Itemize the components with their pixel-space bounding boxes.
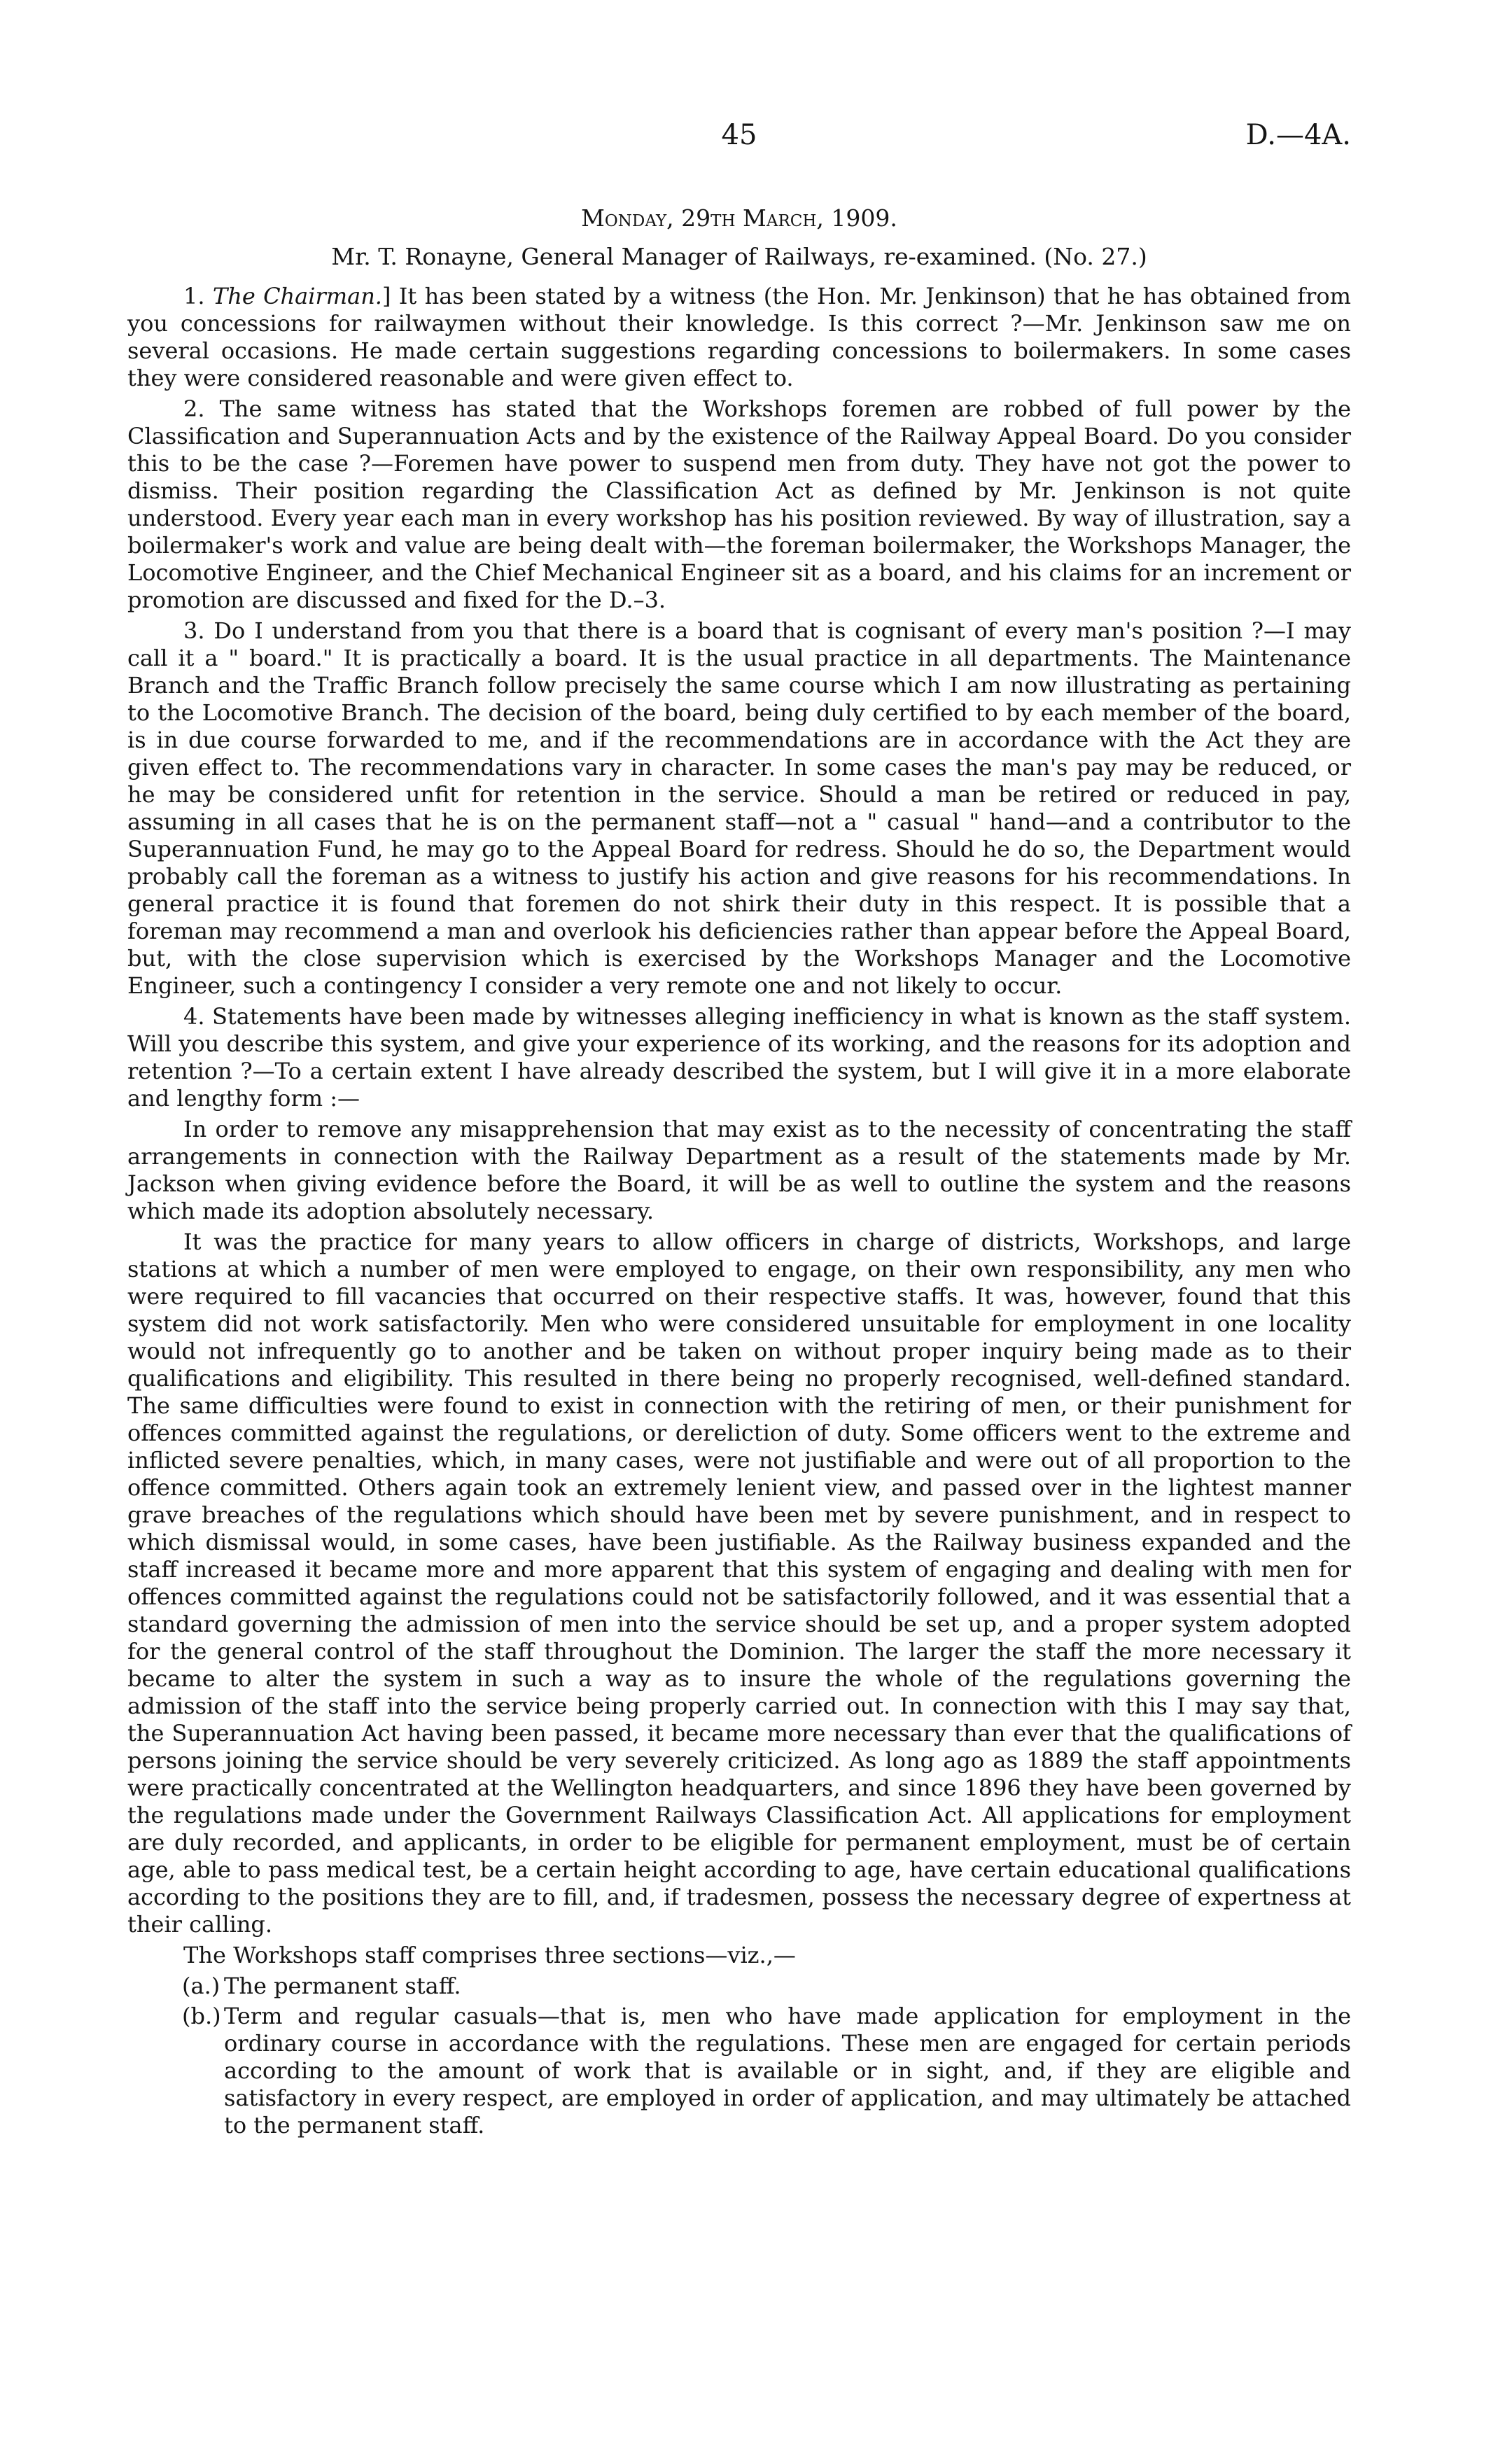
list-item-text: The permanent staff. <box>224 1973 461 1999</box>
paragraph-6: It was the practice for many years to allow officers in charge of districts, Workshops, and large stations at which a number of men were employed to engage, on their own responsibility, any men who were required to fill vacancies that occurred on their respective staffs. It was, however, found that this system did not work satisfactorily. Men who were considered unsuitable for employment in one locality would not infrequently go to another and be taken on without proper inquiry being made as to their qualifications and eligibility. This resulted in there being no properly recognised, well-defined standard. The same difficulties were found to exist in connection with the retiring of men, or their punishment for offences committed against the regulations, or dereliction of duty. Some officers went to the extreme and inflicted severe penalties, which, in many cases, were not justifiable and were out of all proportion to the offence committed. Others again took an extremely lenient view, and passed over in the lightest manner grave breaches of the regulations which should have been met by severe punishment, and in respect to which dismissal would, in some cases, have been justifiable. As the Railway business expanded and the staff increased it became more and more apparent that this system of engaging and dealing with men for offences committed against the regulations could not be satisfactorily followed, and it was essential that a standard governing the admission of men into the service should be set up, and a proper system adopted for the general control of the staff throughout the Dominion. The larger the staff the more necessary it became to alter the system in such a way as to insure the whole of the regulations governing the admission of the staff into the service being properly carried out. In connection with this I may say that, the Superannuation Act having been passed, it became more necessary than ever that the qualifications of persons joining the service should be very severely criticized. As long ago as 1889 the staff appointments were practically concentrated at the Wellington headquarters, and since 1896 they have been governed by the regulations made under the Government Railways Classification Act. All applications for employment are duly recorded, and applicants, in order to be eligible for permanent employment, must be of certain age, able to pass medical test, be a certain height according to age, have certain educational qualifications according to the positions they are to fill, and, if tradesmen, possess the necessary degree of expertness at their calling. <box>127 1228 1351 1938</box>
paragraph-1-text: ] It has been stated by a witness (the Hon. Mr. Jenkinson) that he has obtained from you concessions for railwaymen without their knowledge. Is this correct ?—Mr. Jenkinson saw me on several occasions. He made certain suggestions regarding concessions to boilermakers. In some cases they were considered reasonable and were given effect to. <box>127 283 1352 391</box>
paragraph-2: 2. The same witness has stated that the Workshops foremen are robbed of full power by the Classification and Superannuation Acts and by the existence of the Railway Appeal Board. Do you consider this to be the case ?—Foremen have power to suspend men from duty. They have not got the power to dismiss. Their position regarding the Classification Act as defined by Mr. Jenkinson is not quite understood. Every year each man in every workshop has his position reviewed. By way of illustration, say a boilermaker's work and value are being dealt with—the foreman boilermaker, the Workshops Manager, the Locomotive Engineer, and the Chief Mechanical Engineer sit as a board, and his claims for an increment or promotion are discussed and fixed for the D.–3. <box>127 396 1351 613</box>
witness-heading: Mr. T. Ronayne, General Manager of Railways, re-examined. (No. 27.) <box>331 243 1147 270</box>
paragraph-5: In order to remove any misapprehension that may exist as to the necessity of concentrating the staff arrangements in connection with the Railway Department as a result of the statements made by Mr. Jackson when giving evidence before the Board, it will be as well to outline the system and the reasons which made its adoption absolutely necessary. <box>127 1116 1351 1224</box>
list-item <box>127 2003 1351 2139</box>
hearing-date: Monday, 29th March, 1909. <box>581 204 897 232</box>
list-item-label: (b.) <box>182 2003 221 2029</box>
page-number: 45 <box>721 119 757 151</box>
page-header <box>127 119 1351 175</box>
testimony-body <box>127 283 1351 2139</box>
paragraph-7: The Workshops staff comprises three sections—viz.,— <box>183 1942 796 1968</box>
paragraph-3: 3. Do I understand from you that there is a board that is cognisant of every man's position ?—I may call it a " board." It is practically a board. It is the usual practice in all departments. The Maintenance Branch and the Traffic Branch follow precisely the same course which I am now illustrating as pertaining to the Locomotive Branch. The decision of the board, being duly certified to by each member of the board, is in due course forwarded to me, and if the recommendations are in accordance with the Act they are given effect to. The recommendations vary in character. In some cases the man's pay may be reduced, or he may be considered unfit for retention in the service. Should a man be retired or reduced in pay, assuming in all cases that he is on the permanent staff—not a " casual " hand—and a contributor to the Superannuation Fund, he may go to the Appeal Board for redress. Should he do so, the Department would probably call the foreman as a witness to justify his action and give reasons for his recommendations. In general practice it is found that foremen do not shirk their duty in this respect. It is possible that a foreman may recommend a man and overlook his deficiencies rather than appear before the Appeal Board, but, with the close supervision which is exercised by the Workshops Manager and the Locomotive Engineer, such a contingency I consider a very remote one and not likely to occur. <box>127 617 1351 999</box>
document-reference: D.—4A. <box>1245 119 1351 151</box>
paragraph-1 <box>127 283 1351 392</box>
question-number: 1. <box>183 283 205 309</box>
questioner-name: The Chairman. <box>212 283 382 309</box>
list-item-text: Term and regular casuals—that is, men who have made application for employment in the ordinary course in accordance with the regulations. These men are engaged for certain periods according to the amount of work that is available or in sight, and, if they are eligible and satisfactory in every respect, are employed in order of application, and may ultimately be attached to the permanent staff. <box>224 2003 1351 2138</box>
paragraph-4: 4. Statements have been made by witnesses alleging inefficiency in what is known as the staff system. Will you describe this system, and give your experience of its working, and the reasons for its adoption and retention ?—To a certain extent I have already described the system, but I will give it in a more elaborate and lengthy form :— <box>127 1003 1351 1112</box>
document-page <box>127 119 1351 2142</box>
list-item <box>127 1973 1351 2000</box>
list-item-label: (a.) <box>182 1973 220 1999</box>
